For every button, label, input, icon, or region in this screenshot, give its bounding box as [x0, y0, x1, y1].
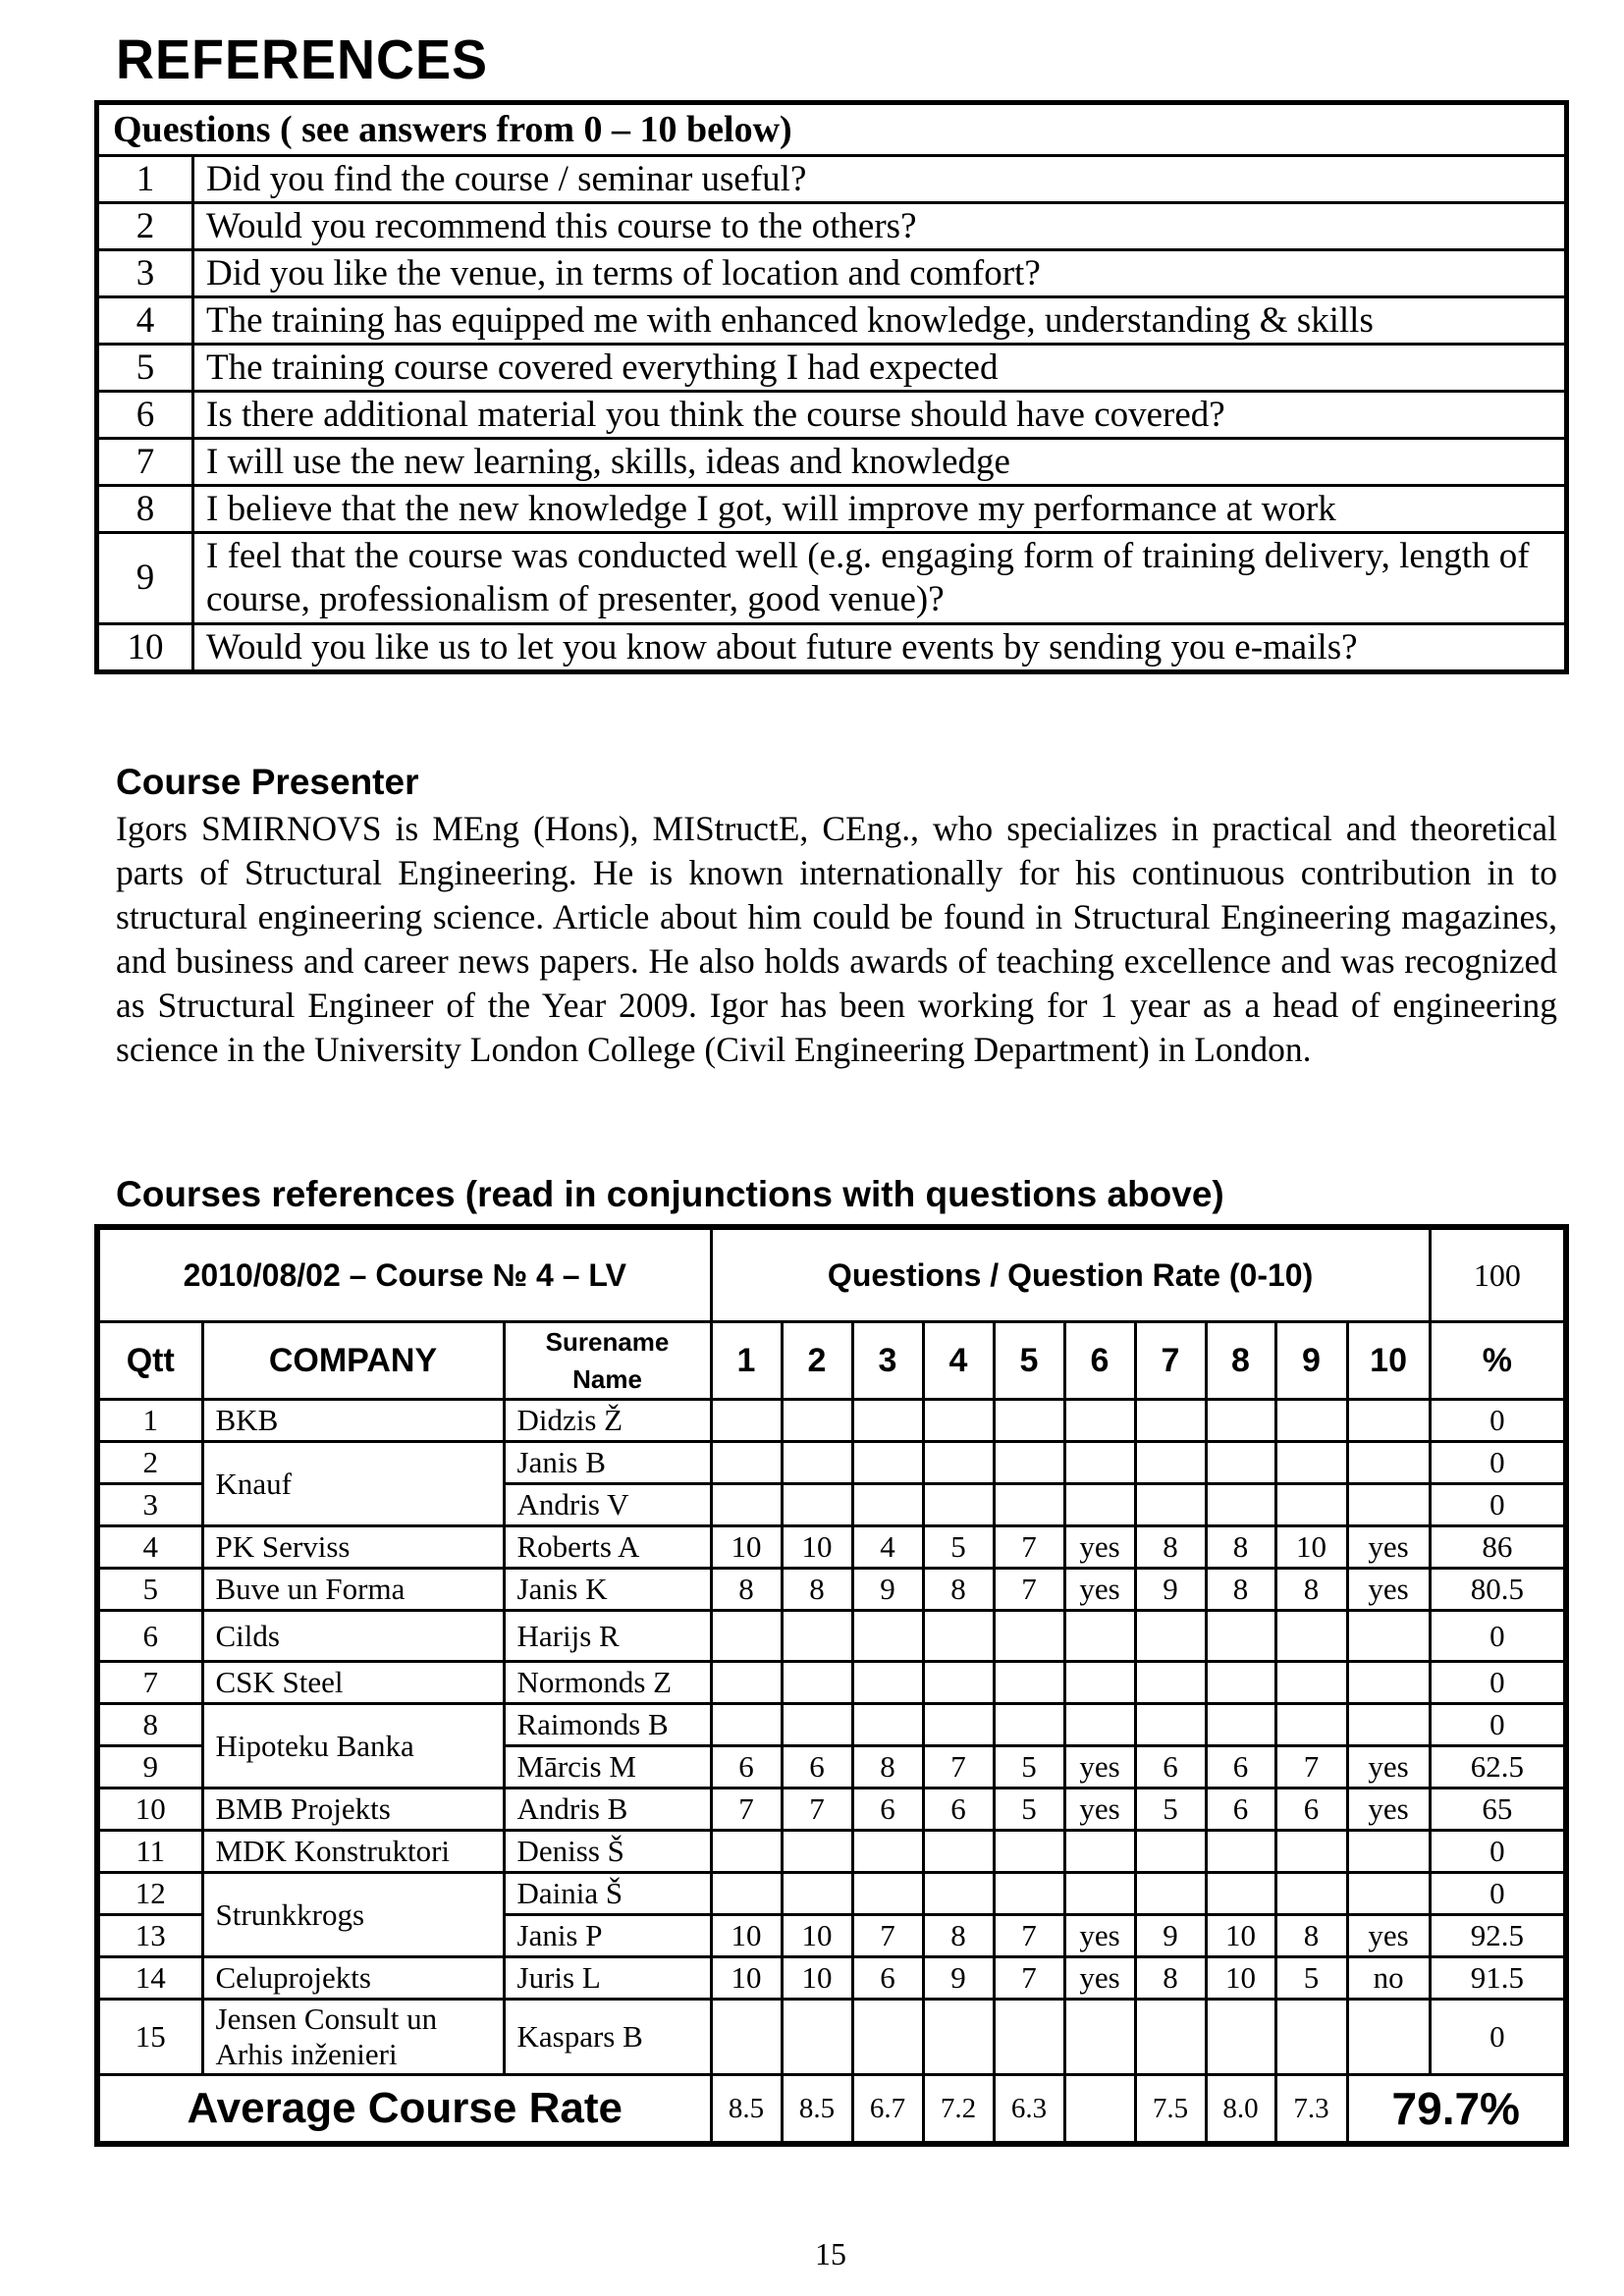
answer-cell: [1275, 1400, 1347, 1442]
reference-row: [97, 1957, 1566, 2000]
company-cell: CSK Steel: [202, 1662, 504, 1704]
answer-cell: [1135, 1831, 1206, 1873]
average-row: [97, 2075, 1566, 2145]
company-cell: Celuprojekts: [202, 1957, 504, 2000]
col-header-q9: 9: [1275, 1322, 1347, 1400]
answer-cell: 9: [923, 1957, 994, 2000]
answer-cell: [711, 1873, 782, 1915]
question-row: [97, 486, 1567, 533]
page-number: 15: [815, 2236, 846, 2271]
question-number: 6: [97, 392, 193, 439]
answer-cell: [994, 1611, 1064, 1662]
max-value: 100: [1430, 1227, 1566, 1322]
answer-cell: [711, 1704, 782, 1746]
percent-cell: 0: [1430, 2000, 1566, 2075]
answer-cell: [923, 1400, 994, 1442]
question-number: 2: [97, 203, 193, 250]
answer-cell: 8: [923, 1569, 994, 1611]
question-number: 1: [97, 156, 193, 203]
col-header-percent: %: [1430, 1322, 1566, 1400]
answer-cell: [1347, 1400, 1430, 1442]
references-heading: Courses references (read in conjunctions with questions above): [116, 1174, 1224, 1214]
answer-cell: [711, 1831, 782, 1873]
name-cell: Didzis Ž: [504, 1400, 711, 1442]
company-cell: MDK Konstruktori: [202, 1831, 504, 1873]
qtt-cell: 9: [97, 1746, 202, 1789]
answer-cell: 5: [994, 1746, 1064, 1789]
question-text: I feel that the course was conducted well (e.g. engaging form of training delivery, length of course, professionalism of presenter, good venue)?: [193, 533, 1567, 624]
answer-cell: [1206, 1611, 1275, 1662]
average-label: Average Course Rate: [97, 2075, 711, 2145]
qtt-cell: 13: [97, 1915, 202, 1957]
answer-cell: [923, 1442, 994, 1484]
answer-cell: [782, 1704, 852, 1746]
answer-cell: 10: [711, 1526, 782, 1569]
answer-cell: 7: [852, 1915, 923, 1957]
answer-cell: [852, 1873, 923, 1915]
question-number: 8: [97, 486, 193, 533]
col-header-q10: 10: [1347, 1322, 1430, 1400]
company-cell: PK Serviss: [202, 1526, 504, 1569]
answer-cell: [1347, 1704, 1430, 1746]
answer-cell: yes: [1064, 1746, 1135, 1789]
answer-cell: 7: [923, 1746, 994, 1789]
percent-cell: 0: [1430, 1442, 1566, 1484]
answer-cell: yes: [1064, 1526, 1135, 1569]
name-cell: Janis K: [504, 1569, 711, 1611]
answer-cell: [994, 2000, 1064, 2075]
answer-cell: 6: [1275, 1789, 1347, 1831]
answer-cell: yes: [1064, 1957, 1135, 2000]
answer-cell: yes: [1347, 1746, 1430, 1789]
answer-cell: [1135, 1484, 1206, 1526]
reference-row: [97, 1442, 1566, 1484]
answer-cell: [711, 1611, 782, 1662]
reference-row: [97, 1400, 1566, 1442]
answer-cell: [994, 1873, 1064, 1915]
answer-cell: [994, 1831, 1064, 1873]
answer-cell: 10: [711, 1915, 782, 1957]
answer-cell: [1206, 1662, 1275, 1704]
answer-cell: [1064, 1831, 1135, 1873]
answer-cell: 8: [923, 1915, 994, 1957]
answer-cell: [923, 1831, 994, 1873]
answer-cell: 4: [852, 1526, 923, 1569]
references-header-row-2: [97, 1322, 1566, 1400]
answer-cell: 8: [1275, 1569, 1347, 1611]
answer-cell: [852, 1484, 923, 1526]
answer-cell: [1206, 1400, 1275, 1442]
answer-cell: [1206, 1442, 1275, 1484]
percent-cell: 0: [1430, 1400, 1566, 1442]
answer-cell: 5: [1135, 1789, 1206, 1831]
col-header-company: COMPANY: [202, 1322, 504, 1400]
percent-cell: 62.5: [1430, 1746, 1566, 1789]
references-header-row-1: [97, 1227, 1566, 1322]
answer-cell: [1135, 1662, 1206, 1704]
average-value: [1064, 2075, 1135, 2145]
answer-cell: [711, 1662, 782, 1704]
name-cell: Janis P: [504, 1915, 711, 1957]
average-value: 6.3: [994, 2075, 1064, 2145]
answer-cell: 10: [1206, 1915, 1275, 1957]
question-row: [97, 203, 1567, 250]
name-cell: Andris V: [504, 1484, 711, 1526]
answer-cell: [1064, 1400, 1135, 1442]
answer-cell: [782, 1442, 852, 1484]
average-value: 7.2: [923, 2075, 994, 2145]
answer-cell: 10: [1275, 1526, 1347, 1569]
reference-row: [97, 2000, 1566, 2075]
question-row: [97, 533, 1567, 624]
answer-cell: [1206, 1704, 1275, 1746]
company-cell: Hipoteku Banka: [202, 1704, 504, 1789]
name-cell: Raimonds B: [504, 1704, 711, 1746]
name-cell: Janis B: [504, 1442, 711, 1484]
answer-cell: 9: [1135, 1915, 1206, 1957]
answer-cell: [1206, 1873, 1275, 1915]
answer-cell: [1347, 2000, 1430, 2075]
question-number: 10: [97, 624, 193, 672]
answer-cell: yes: [1347, 1569, 1430, 1611]
answer-cell: 6: [782, 1746, 852, 1789]
answer-cell: [1275, 1484, 1347, 1526]
answer-cell: 6: [711, 1746, 782, 1789]
answer-cell: [782, 2000, 852, 2075]
answer-cell: [782, 1873, 852, 1915]
answer-cell: [1064, 1704, 1135, 1746]
presenter-heading: Course Presenter: [116, 762, 419, 802]
answer-cell: [1064, 1484, 1135, 1526]
answer-cell: [1275, 1662, 1347, 1704]
answer-cell: [852, 1611, 923, 1662]
company-cell: BKB: [202, 1400, 504, 1442]
percent-cell: 80.5: [1430, 1569, 1566, 1611]
answer-cell: [1347, 1442, 1430, 1484]
answer-cell: [711, 1400, 782, 1442]
answer-cell: [782, 1611, 852, 1662]
answer-cell: 8: [1206, 1526, 1275, 1569]
answer-cell: 9: [1135, 1569, 1206, 1611]
qtt-cell: 6: [97, 1611, 202, 1662]
average-value: 8.0: [1206, 2075, 1275, 2145]
presenter-paragraph: Igors SMIRNOVS is MEng (Hons), MIStructE, CEng., who specializes in practical and theoretical parts of Structural Engineering. He is known internationally for his continuous contribution in to structural engineering science. Article about him could be found in Structural Engineering magazines, and business and career news papers. He also holds awards of teaching excellence and was recognized as Structural Engineer of the Year 2009. Igor has been working for 1 year as a head of engineering science in the University London College (Civil Engineering Department) in London.: [116, 809, 1557, 1069]
company-cell: Strunkkrogs: [202, 1873, 504, 1957]
answer-cell: 5: [1275, 1957, 1347, 2000]
answer-cell: [1135, 1400, 1206, 1442]
reference-row: [97, 1611, 1566, 1662]
answer-cell: 8: [1275, 1915, 1347, 1957]
answer-cell: [1064, 1442, 1135, 1484]
question-text: The training has equipped me with enhanced knowledge, understanding & skills: [193, 297, 1567, 345]
name-cell: Mārcis M: [504, 1746, 711, 1789]
page-title: REFERENCES: [116, 28, 489, 91]
question-row: [97, 624, 1567, 672]
name-cell: Roberts A: [504, 1526, 711, 1569]
answer-cell: [1347, 1662, 1430, 1704]
question-row: [97, 345, 1567, 392]
answer-cell: 10: [1206, 1957, 1275, 2000]
questions-rate-label: Questions / Question Rate (0-10): [711, 1227, 1430, 1322]
answer-cell: 9: [852, 1569, 923, 1611]
reference-row: [97, 1831, 1566, 1873]
average-value: 8.5: [711, 2075, 782, 2145]
answer-cell: [711, 1484, 782, 1526]
question-number: 9: [97, 533, 193, 624]
answer-cell: yes: [1064, 1569, 1135, 1611]
percent-cell: 0: [1430, 1873, 1566, 1915]
average-value: 6.7: [852, 2075, 923, 2145]
question-number: 5: [97, 345, 193, 392]
percent-cell: 0: [1430, 1484, 1566, 1526]
answer-cell: [1206, 1484, 1275, 1526]
question-text: Is there additional material you think the course should have covered?: [193, 392, 1567, 439]
qtt-cell: 12: [97, 1873, 202, 1915]
answer-cell: 8: [711, 1569, 782, 1611]
answer-cell: [923, 1704, 994, 1746]
percent-cell: 0: [1430, 1611, 1566, 1662]
question-number: 3: [97, 250, 193, 297]
answer-cell: 7: [994, 1957, 1064, 2000]
answer-cell: [1275, 1611, 1347, 1662]
answer-cell: [852, 2000, 923, 2075]
answer-cell: 8: [782, 1569, 852, 1611]
question-row: [97, 250, 1567, 297]
answer-cell: [1135, 1442, 1206, 1484]
answer-cell: yes: [1347, 1915, 1430, 1957]
answer-cell: 8: [1135, 1957, 1206, 2000]
answer-cell: yes: [1347, 1526, 1430, 1569]
qtt-cell: 2: [97, 1442, 202, 1484]
name-cell: Harijs R: [504, 1611, 711, 1662]
answer-cell: no: [1347, 1957, 1430, 2000]
qtt-cell: 8: [97, 1704, 202, 1746]
percent-cell: 92.5: [1430, 1915, 1566, 1957]
answer-cell: 6: [852, 1789, 923, 1831]
answer-cell: [923, 1484, 994, 1526]
answer-cell: [1135, 2000, 1206, 2075]
answer-cell: [994, 1484, 1064, 1526]
answer-cell: 7: [994, 1915, 1064, 1957]
percent-cell: 0: [1430, 1831, 1566, 1873]
col-header-q8: 8: [1206, 1322, 1275, 1400]
question-row: [97, 392, 1567, 439]
questions-header: Questions ( see answers from 0 – 10 below): [97, 103, 1567, 156]
answer-cell: [782, 1831, 852, 1873]
answer-cell: [1206, 2000, 1275, 2075]
col-header-surname: [504, 1322, 711, 1400]
answer-cell: [1347, 1873, 1430, 1915]
col-header-q5: 5: [994, 1322, 1064, 1400]
name-cell: Kaspars B: [504, 2000, 711, 2075]
answer-cell: 7: [711, 1789, 782, 1831]
answer-cell: [1206, 1831, 1275, 1873]
answer-cell: [1275, 2000, 1347, 2075]
answer-cell: [923, 1662, 994, 1704]
answer-cell: 6: [1135, 1746, 1206, 1789]
name-cell: Andris B: [504, 1789, 711, 1831]
qtt-cell: 11: [97, 1831, 202, 1873]
answer-cell: 8: [852, 1746, 923, 1789]
average-value: 7.5: [1135, 2075, 1206, 2145]
answer-cell: [1064, 1873, 1135, 1915]
reference-row: [97, 1873, 1566, 1915]
answer-cell: [1135, 1873, 1206, 1915]
answer-cell: 6: [1206, 1789, 1275, 1831]
answer-cell: [923, 2000, 994, 2075]
answer-cell: [1275, 1873, 1347, 1915]
percent-cell: 0: [1430, 1662, 1566, 1704]
answer-cell: 7: [782, 1789, 852, 1831]
company-cell: Knauf: [202, 1442, 504, 1526]
question-text: The training course covered everything I had expected: [193, 345, 1567, 392]
answer-cell: [1275, 1704, 1347, 1746]
company-cell: Buve un Forma: [202, 1569, 504, 1611]
answer-cell: 6: [1206, 1746, 1275, 1789]
reference-row: [97, 1704, 1566, 1746]
answer-cell: 7: [994, 1569, 1064, 1611]
reference-row: [97, 1526, 1566, 1569]
question-row: [97, 297, 1567, 345]
qtt-cell: 10: [97, 1789, 202, 1831]
col-header-q6: 6: [1064, 1322, 1135, 1400]
answer-cell: [923, 1873, 994, 1915]
answer-cell: [1064, 2000, 1135, 2075]
answer-cell: [782, 1662, 852, 1704]
reference-row: [97, 1569, 1566, 1611]
answer-cell: yes: [1064, 1915, 1135, 1957]
references-table: [94, 1224, 1569, 2147]
reference-row: [97, 1662, 1566, 1704]
answer-cell: 7: [994, 1526, 1064, 1569]
answer-cell: [711, 2000, 782, 2075]
answer-cell: yes: [1064, 1789, 1135, 1831]
average-total: 79.7%: [1347, 2075, 1566, 2145]
answer-cell: [1347, 1831, 1430, 1873]
answer-cell: [852, 1662, 923, 1704]
answer-cell: [1135, 1704, 1206, 1746]
answer-cell: [994, 1704, 1064, 1746]
answer-cell: 10: [782, 1915, 852, 1957]
question-text: I will use the new learning, skills, ideas and knowledge: [193, 439, 1567, 486]
name-cell: Normonds Z: [504, 1662, 711, 1704]
percent-cell: 0: [1430, 1704, 1566, 1746]
col-header-surname-line1: Surename: [545, 1327, 670, 1357]
question-text: Did you find the course / seminar useful?: [193, 156, 1567, 203]
qtt-cell: 1: [97, 1400, 202, 1442]
questions-header-row: [97, 103, 1567, 156]
answer-cell: 10: [782, 1957, 852, 2000]
col-header-q2: 2: [782, 1322, 852, 1400]
reference-row: [97, 1789, 1566, 1831]
answer-cell: [852, 1400, 923, 1442]
answer-cell: [852, 1831, 923, 1873]
answer-cell: 5: [923, 1526, 994, 1569]
col-header-surname-line2: Name: [572, 1364, 642, 1394]
col-header-q3: 3: [852, 1322, 923, 1400]
answer-cell: 8: [1206, 1569, 1275, 1611]
average-value: 7.3: [1275, 2075, 1347, 2145]
answer-cell: yes: [1347, 1789, 1430, 1831]
percent-cell: 86: [1430, 1526, 1566, 1569]
answer-cell: [711, 1442, 782, 1484]
answer-cell: 10: [711, 1957, 782, 2000]
questions-table: [94, 100, 1569, 674]
qtt-cell: 14: [97, 1957, 202, 2000]
qtt-cell: 5: [97, 1569, 202, 1611]
qtt-cell: 3: [97, 1484, 202, 1526]
average-value: 8.5: [782, 2075, 852, 2145]
question-text: I believe that the new knowledge I got, will improve my performance at work: [193, 486, 1567, 533]
qtt-cell: 15: [97, 2000, 202, 2075]
question-number: 7: [97, 439, 193, 486]
name-cell: Deniss Š: [504, 1831, 711, 1873]
question-number: 4: [97, 297, 193, 345]
percent-cell: 65: [1430, 1789, 1566, 1831]
answer-cell: [782, 1484, 852, 1526]
question-row: [97, 156, 1567, 203]
answer-cell: [1275, 1442, 1347, 1484]
answer-cell: 10: [782, 1526, 852, 1569]
qtt-cell: 7: [97, 1662, 202, 1704]
col-header-q4: 4: [923, 1322, 994, 1400]
answer-cell: [994, 1400, 1064, 1442]
answer-cell: [1064, 1611, 1135, 1662]
question-text: Would you like us to let you know about future events by sending you e-mails?: [193, 624, 1567, 672]
answer-cell: 6: [852, 1957, 923, 2000]
company-cell: Jensen Consult un Arhis inženieri: [202, 2000, 504, 2075]
question-text: Did you like the venue, in terms of location and comfort?: [193, 250, 1567, 297]
answer-cell: 5: [994, 1789, 1064, 1831]
company-cell: BMB Projekts: [202, 1789, 504, 1831]
answer-cell: [852, 1704, 923, 1746]
answer-cell: [1275, 1831, 1347, 1873]
col-header-q1: 1: [711, 1322, 782, 1400]
answer-cell: [1135, 1611, 1206, 1662]
answer-cell: 6: [923, 1789, 994, 1831]
name-cell: Dainia Š: [504, 1873, 711, 1915]
answer-cell: [1064, 1662, 1135, 1704]
answer-cell: [994, 1662, 1064, 1704]
answer-cell: [994, 1442, 1064, 1484]
question-row: [97, 439, 1567, 486]
answer-cell: 8: [1135, 1526, 1206, 1569]
col-header-q7: 7: [1135, 1322, 1206, 1400]
company-cell: Cilds: [202, 1611, 504, 1662]
course-label: 2010/08/02 – Course № 4 – LV: [97, 1227, 711, 1322]
answer-cell: 7: [1275, 1746, 1347, 1789]
qtt-cell: 4: [97, 1526, 202, 1569]
answer-cell: [1347, 1484, 1430, 1526]
name-cell: Juris L: [504, 1957, 711, 2000]
percent-cell: 91.5: [1430, 1957, 1566, 2000]
question-text: Would you recommend this course to the others?: [193, 203, 1567, 250]
answer-cell: [852, 1442, 923, 1484]
answer-cell: [1347, 1611, 1430, 1662]
answer-cell: [782, 1400, 852, 1442]
col-header-qtt: Qtt: [97, 1322, 202, 1400]
answer-cell: [923, 1611, 994, 1662]
